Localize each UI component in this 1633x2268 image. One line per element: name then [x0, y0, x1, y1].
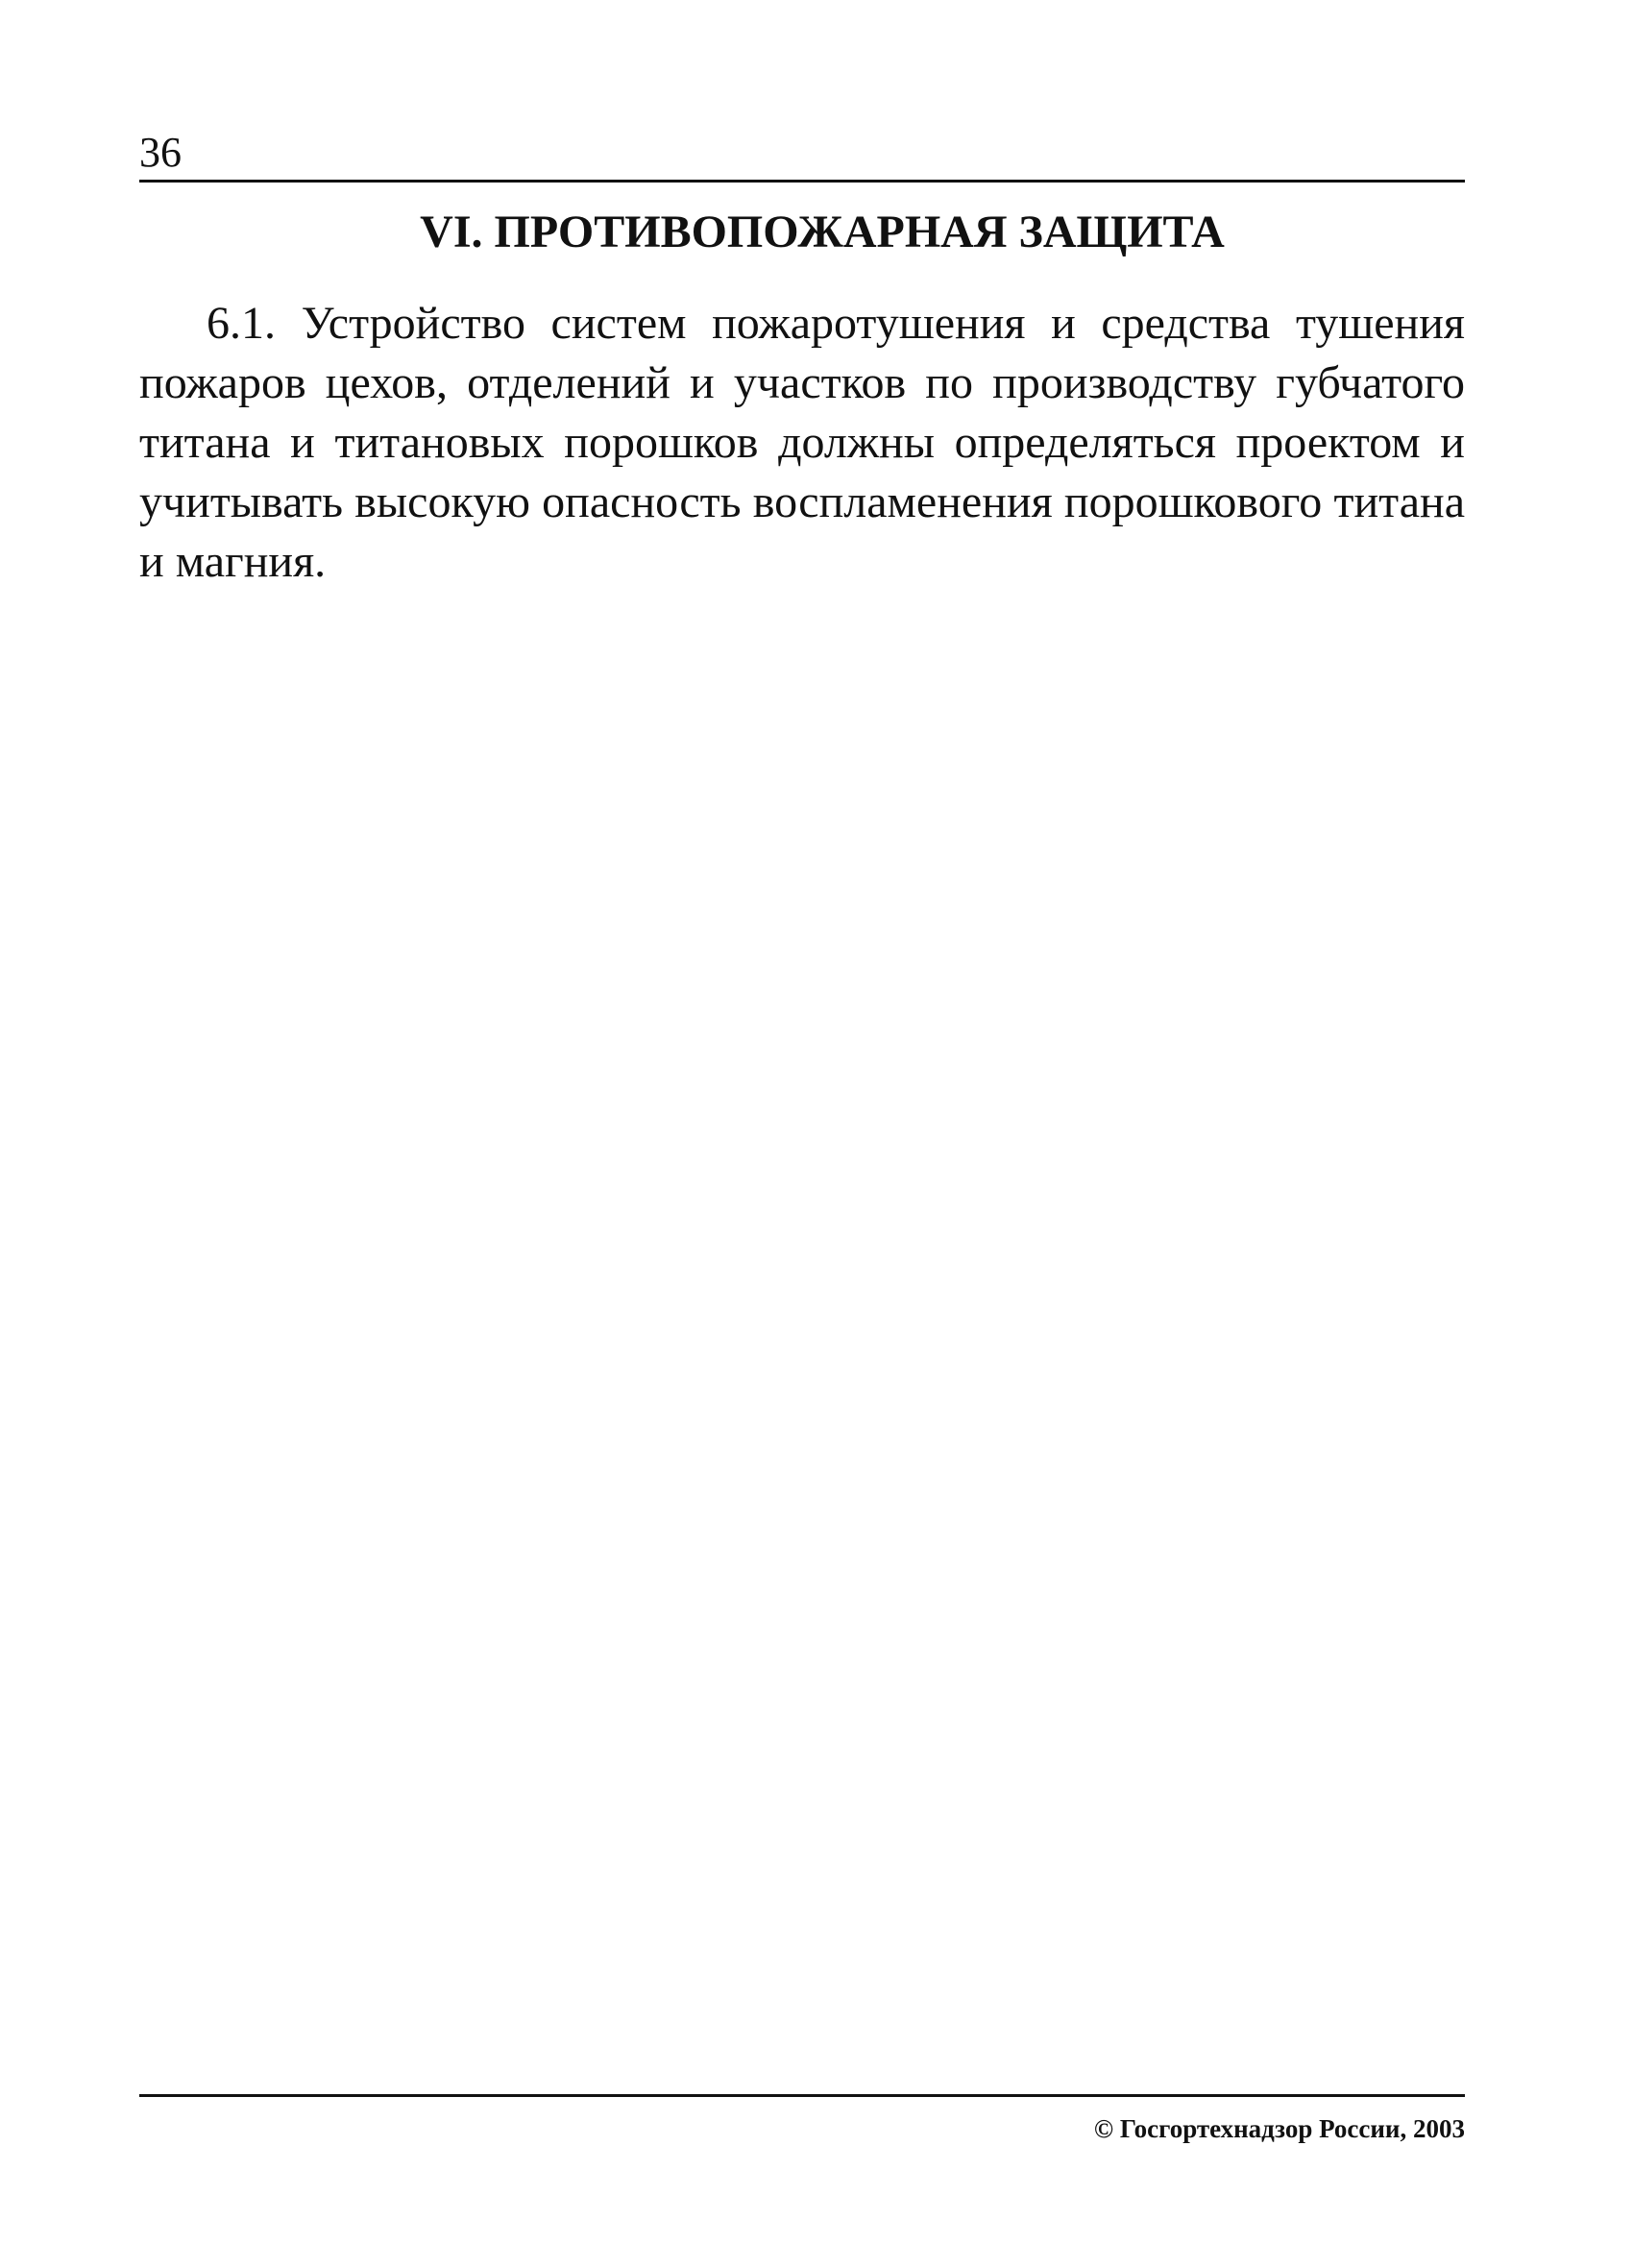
section-title: VI. ПРОТИВОПОЖАРНАЯ ЗАЩИТА	[420, 207, 1225, 257]
paragraph-6-1: 6.1. Устройство систем пожаротушения и средства тушения пожаров цехов, отделений и участков по производству губчатого титана и титановых порошков должны определяться проектом и учитывать высокую опасность воспламенения порошкового титана и магния.	[139, 298, 1465, 587]
copyright-notice: © Госгортехнадзор России, 2003	[1093, 2114, 1465, 2143]
footer-rule	[139, 2094, 1465, 2097]
page-number: 36	[139, 129, 182, 176]
header-rule	[139, 180, 1465, 183]
